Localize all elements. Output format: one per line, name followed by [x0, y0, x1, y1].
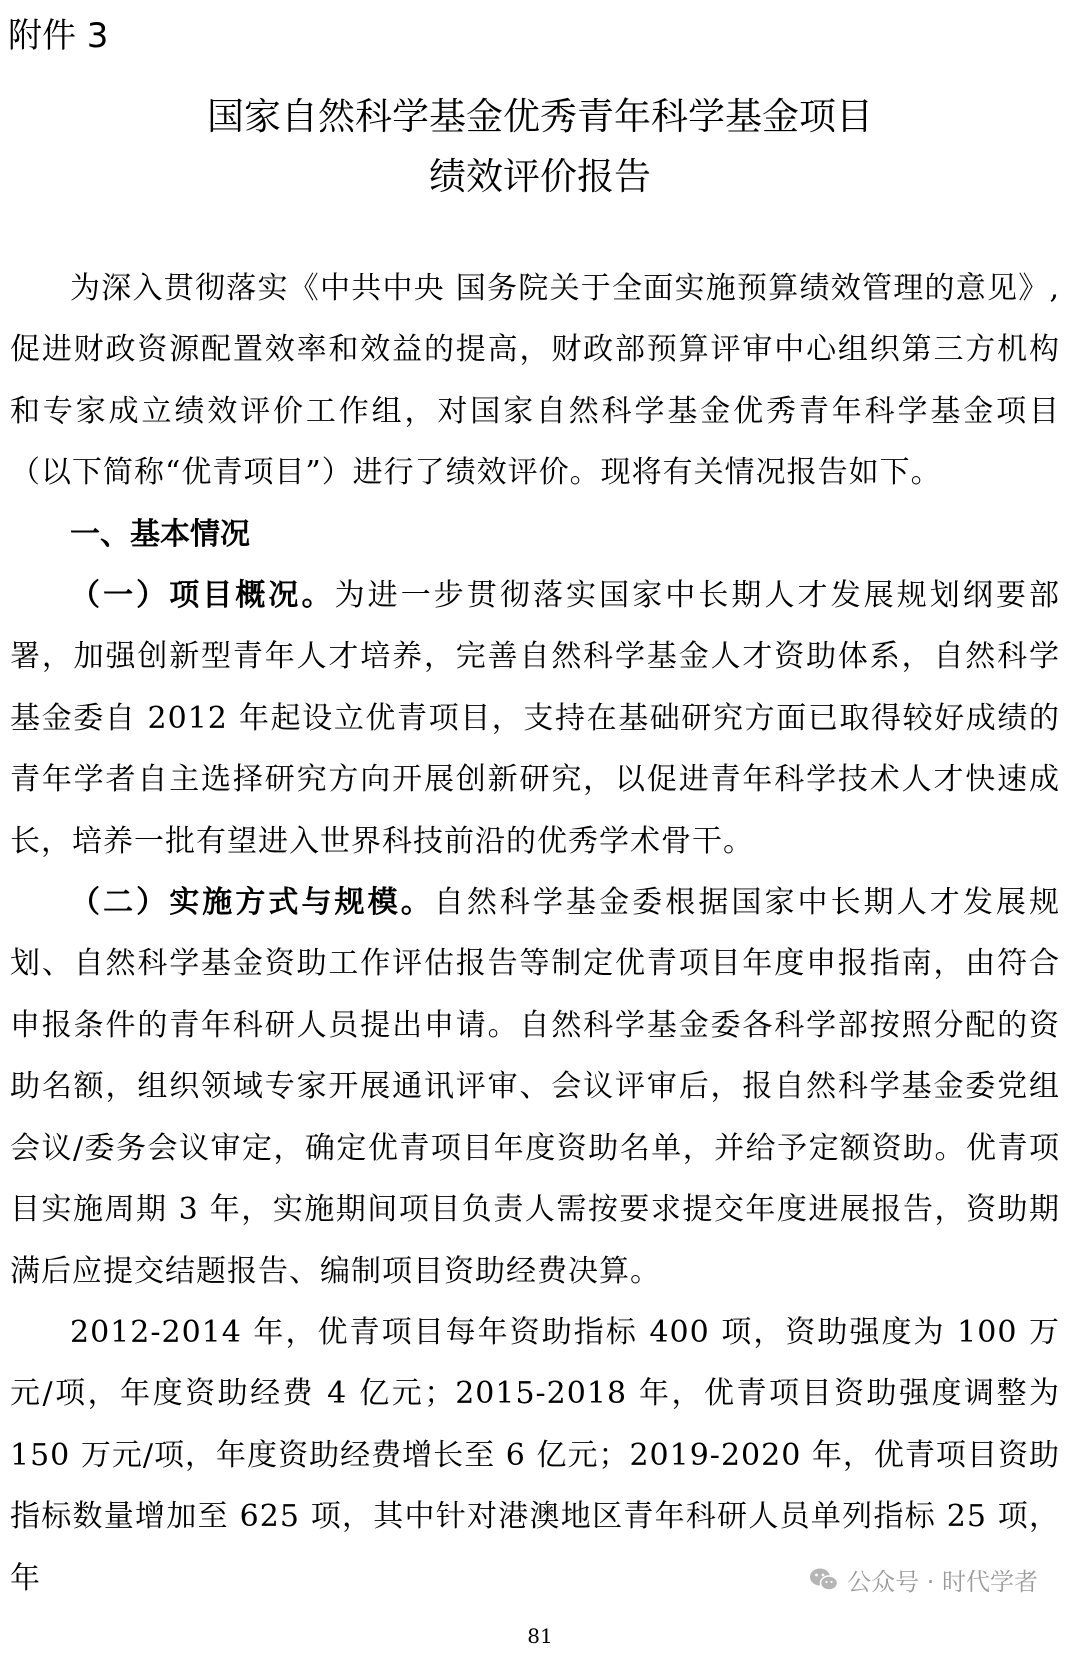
document-title: 国家自然科学基金优秀青年科学基金项目	[207, 95, 873, 138]
project-overview-paragraph	[10, 565, 1060, 872]
attachment-label: 附件 3	[8, 16, 109, 56]
intro-paragraph: 为深入贯彻落实《中共中央 国务院关于全面实施预算绩效管理的意见》,促进财政资源配置效率和效益的提高，财政部预算评审中心组织第三方机构和专家成立绩效评价工作组，对国家自然科学基金优秀青年科学基金项目（以下简称“优青项目”）进行了绩效评价。现将有关情况报告如下。	[10, 271, 1060, 491]
document-body	[10, 258, 1060, 1609]
subsection-heading-implementation: （二）实施方式与规模。	[70, 885, 434, 921]
wechat-icon	[809, 1567, 839, 1593]
watermark-text: 公众号 · 时代学者	[847, 1568, 1038, 1596]
implementation-paragraph	[10, 872, 1060, 1302]
funding-paragraph: 2012-2014 年，优青项目每年资助指标 400 项，资助强度为 100 万元/项，年度资助经费 4 亿元；2015-2018 年，优青项目资助强度调整为 150 万元/项，年度资助经费增长至 6 亿元；2019-2020 年，优青项目资助指标数量增加至 625 项，其中针对港澳地区青年科研人员单列指标 25 项，年	[10, 1314, 1060, 1596]
section-heading-basic-info: 一、基本情况	[70, 516, 250, 552]
project-overview-text: 为进一步贯彻落实国家中长期人才发展规划纲要部署，加强创新型青年人才培养，完善自然科学基金人才资助体系，自然科学基金委自 2012 年起设立优青项目，支持在基础研究方面已取得较好成绩的青年学者自主选择研究方向开展创新研究，以促进青年科学技术人才快速成长，培养一批有望进入世界科技前沿的优秀学术骨干。	[10, 578, 1061, 859]
subsection-heading-overview: （一）项目概况。	[70, 578, 335, 614]
watermark	[809, 1562, 1038, 1597]
document-subtitle: 绩效评价报告	[429, 155, 651, 198]
implementation-text: 自然科学基金委根据国家中长期人才发展规划、自然科学基金资助工作评估报告等制定优青项目年度申报指南，由符合申报条件的青年科研人员提出申请。自然科学基金委各科学部按照分配的资助名额，组织领域专家开展通讯评审、会议评审后，报自然科学基金委党组会议/委务会议审定，确定优青项目年度资助名单，并给予定额资助。优青项目实施周期 3 年，实施期间项目负责人需按要求提交年度进展报告，资助期满后应提交结题报告、编制项目资助经费决算。	[10, 885, 1061, 1289]
page-number: 81	[527, 1624, 553, 1648]
